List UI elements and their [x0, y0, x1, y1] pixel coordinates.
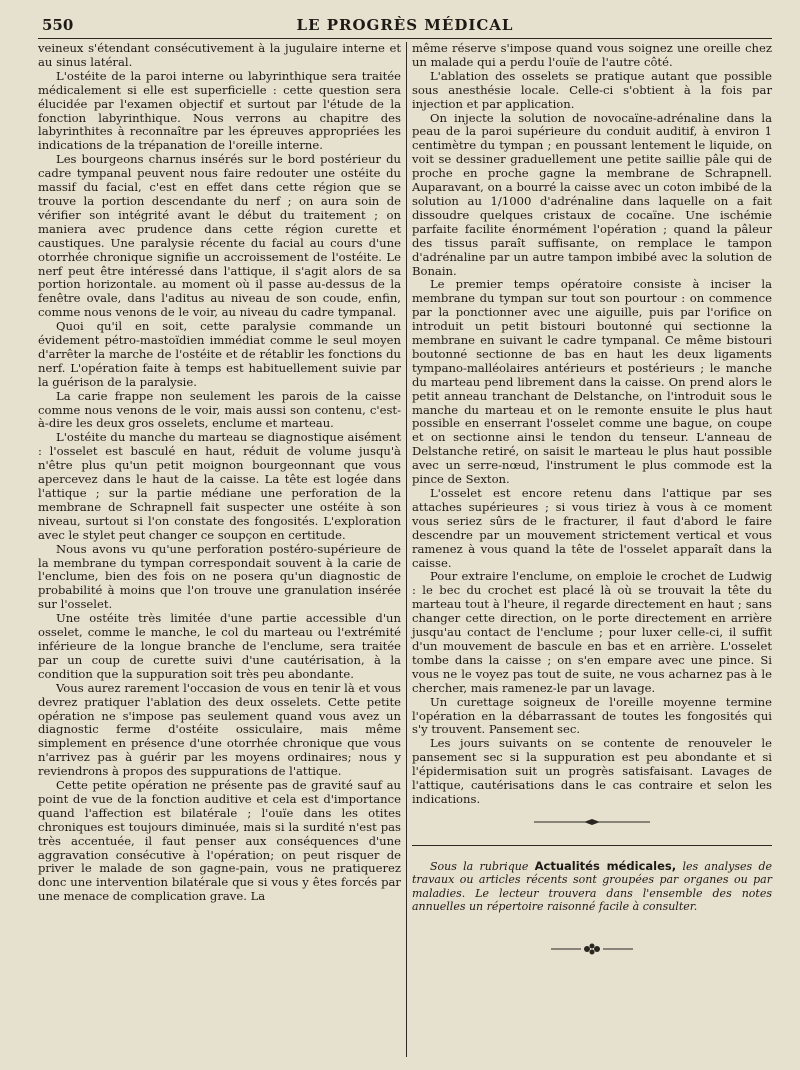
left-column — [38, 42, 401, 1057]
paragraph: Pour extraire l'enclume, on emploie le crochet de Ludwig : le bec du crochet est placé là où se trouvait la tête du marteau tout à l'heure, il regarde directement en haut ; sans changer cette direction, on le porte directement en arrière jusqu'au contact de l'enclume ; pour luxer celle-ci, il suffit d'un mouvement de bascule en bas et en arrière. L'osselet tombe dans la caisse ; on s'en empare avec une pince. Si vous ne le voyez pas tout de suite, ne vous acharnez pas à le chercher, mais ramenez-le par un lavage. — [411, 569, 772, 695]
notice-lead: Sous la rubrique — [429, 859, 535, 873]
rubric-name: Actualités médicales, — [534, 858, 677, 873]
paragraph: L'ostéite de la paroi interne ou labyrinthique sera traitée médicalement si elle est superficielle : cette question sera élucidée par l'examen objectif et surtout par l'étude de la fonction labyrinthique. Nous verrons au chapitre des labyrinthites à reconnaître par les épreuves appropriées les indications de la trépanation de l'oreille interne. — [38, 68, 401, 153]
paragraph: L'ablation des osselets se pratique autant que possible sous anesthésie locale. Celle-ci s'obtient à la fois par injection et par application. — [411, 68, 772, 111]
two-column-body — [38, 42, 772, 1057]
right-column-text — [412, 42, 772, 807]
paragraph: L'osselet est encore retenu dans l'attique par ses attaches supérieures ; si vous tiriez à vous à ce moment vous seriez sûrs de le fracturer, il faut d'abord le faire descendre par un mouvement strictement vertical et vous ramenez à vous quand la tête de l'osselet apparaît dans la caisse. — [411, 486, 772, 570]
paragraph: Un curettage soigneux de l'oreille moyenne termine l'opération en la débarrassant de toutes les fongosités qui s'y trouvent. Pansement sec. — [411, 694, 772, 737]
paragraph: Le premier temps opératoire consiste à inciser la membrane du tympan sur tout son pourtour : on commence par la ponctionner avec une aiguille, puis par l'orifice on introduit un petit bistouri boutonné qui sectionne la membrane en suivant le cadre tympanal. Ce même bistouri boutonné sectionne de bas en haut les deux ligaments tympano-malléolaires antérieurs et postérieurs ; le manche du marteau pend librement dans la caisse. On prend alors le petit anneau tranchant de Delstanche, on l'introduit sous le manche du marteau et on le remonte ensuite le plus haut possible en enserrant l'osselet comme une bague, on coupe et on sectionne ainsi le tendon du tenseur. L'anneau de Delstanche retiré, on saisit le marteau le plus haut possible avec un serre-nœud, l'instrument le plus commode est la pince de Sexton. — [411, 277, 772, 487]
paragraph: L'ostéite du manche du marteau se diagnostique aisément : l'osselet est basculé en haut, réduit de volume jusqu'à n'être plus qu'un petit moignon bourgeonnant que vous apercevez dans le haut de la caisse. La tête est logée dans l'attique ; sur la partie médiane une perforation de la membrane de Schrapnell fait suspecter une ostéite à son niveau, surtout si l'on constate des fongosités. L'exploration avec le stylet peut changer ce soupçon en certitude. — [38, 430, 401, 542]
fleuron-icon — [547, 942, 637, 956]
notice-body: les analyses de travaux ou articles récents sont groupées par organes ou par maladies. Le lecteur trouvera dans l'ensemble des notes annuelles un répertoire raisonné facile à consulter. — [411, 859, 773, 914]
journal-title: LE PROGRÈS MÉDICAL — [296, 16, 514, 34]
page-number: 550 — [42, 16, 74, 34]
paragraph: veineux s'étendant consécutivement à la jugulaire interne et au sinus latéral. — [38, 41, 401, 69]
section-ornament — [412, 817, 772, 831]
right-column — [412, 42, 772, 1057]
paragraph: La carie frappe non seulement les parois de la caisse comme nous venons de le voir, mais aussi son contenu, c'est-à-dire les deux gros osselets, enclume et marteau. — [38, 388, 401, 431]
paragraph: même réserve s'impose quand vous soignez une oreille chez un malade qui a perdu l'ouïe de l'autre côté. — [411, 41, 772, 69]
paragraph: Une ostéite très limitée d'une partie accessible d'un osselet, comme le manche, le col du marteau ou l'extrémité inférieure de la longue branche de l'enclume, sera traitée par un coup de curette suivi d'une cautérisation, à la condition que la suppuration soit très peu abondante. — [38, 611, 401, 681]
paragraph: On injecte la solution de novocaïne-adrénaline dans la peau de la paroi supérieure du conduit auditif, à environ 1 centimètre du tympan ; en poussant lentement le liquide, on voit se dessiner graduellement une petite saillie pâle qui de proche en proche gagne la membrane de Schrapnell. Auparavant, on a bourré la caisse avec un coton imbibé de la solution au 1/1000 d'adrénaline dans laquelle on a fait dissoudre quelques cristaux de cocaïne. Une ischémie parfaite facilite énormément l'opération ; quand la pâleur des tissus paraît suffisante, on remplace le tampon d'adrénaline par un autre tampon imbibé avec la solution de Bonain. — [411, 110, 772, 278]
ornament-rule-icon — [532, 817, 652, 827]
paragraph: Les jours suivants on se contente de renouveler le pansement sec si la suppuration est peu abondante et si l'épidermisation suit un progrès satisfaisant. Lavages de l'attique, cautérisations dans le cas contraire et selon les indications. — [411, 736, 772, 806]
editorial-notice — [412, 860, 772, 914]
paragraph: Vous aurez rarement l'occasion de vous en tenir là et vous devrez pratiquer l'ablation des deux osselets. Cette petite opération ne s'impose pas seulement quand vous avez un diagnostic ferme d'ostéite ossiculaire, mais même simplement en présence d'une otorrhée chronique que vous n'arrivez pas à guérir par les moyens ordinaires; nous y reviendrons à propos des suppurations de l'attique. — [38, 680, 401, 779]
paragraph: Quoi qu'il en soit, cette paralysie commande un évidement pétro-mastoïdien immédiat comme le seul moyen d'arrêter la marche de l'ostéite et de rétablir les fonctions du nerf. L'opération faite à temps est habituellement suivie par la guérison de la paralysie. — [38, 319, 401, 389]
column-rule — [406, 42, 407, 1057]
paragraph: Les bourgeons charnus insérés sur le bord postérieur du cadre tympanal peuvent nous faire redouter une ostéite du massif du facial, c'est en effet dans cette région que se trouve la portion descendante du nerf ; on aura soin de vérifier son intégrité avant le début du traitement ; on maniera avec prudence dans cette région curette et caustiques. Une paralysie récente du facial au cours d'une otorrhée chronique signifie un accroissement de l'ostéite. Le nerf peut être intéressé dans l'attique, il s'agit alors de sa portion horizontale. au moment où il passe au-dessus de la fenêtre ovale, dans l'aditus au niveau de son coude, enfin, comme nous venons de le voir, au niveau du cadre tympanal. — [38, 152, 401, 320]
page-header — [38, 14, 772, 39]
end-ornament — [412, 942, 772, 960]
section-divider — [412, 845, 772, 846]
paragraph: Nous avons vu qu'une perforation postéro-supérieure de la membrane du tympan correspondait souvent à la carie de l'enclume, bien des fois on ne posera qu'un diagnostic de probabilité à moins que l'on trouve une granulation insérée sur l'osselet. — [38, 541, 401, 612]
paragraph: Cette petite opération ne présente pas de gravité sauf au point de vue de la fonction auditive et cela est d'importance quand l'affection est bilatérale ; l'ouïe dans les otites chroniques est toujours diminuée, mais si la surdité n'est pas très accentuée, il faut penser aux conséquences d'une aggravation consécutive à l'opération; on peut risquer de priver le malade de son gagne-pain, vous ne pratiquerez donc une intervention bilatérale que si vous y êtes forcés par une menace de complication grave. La — [38, 778, 401, 904]
